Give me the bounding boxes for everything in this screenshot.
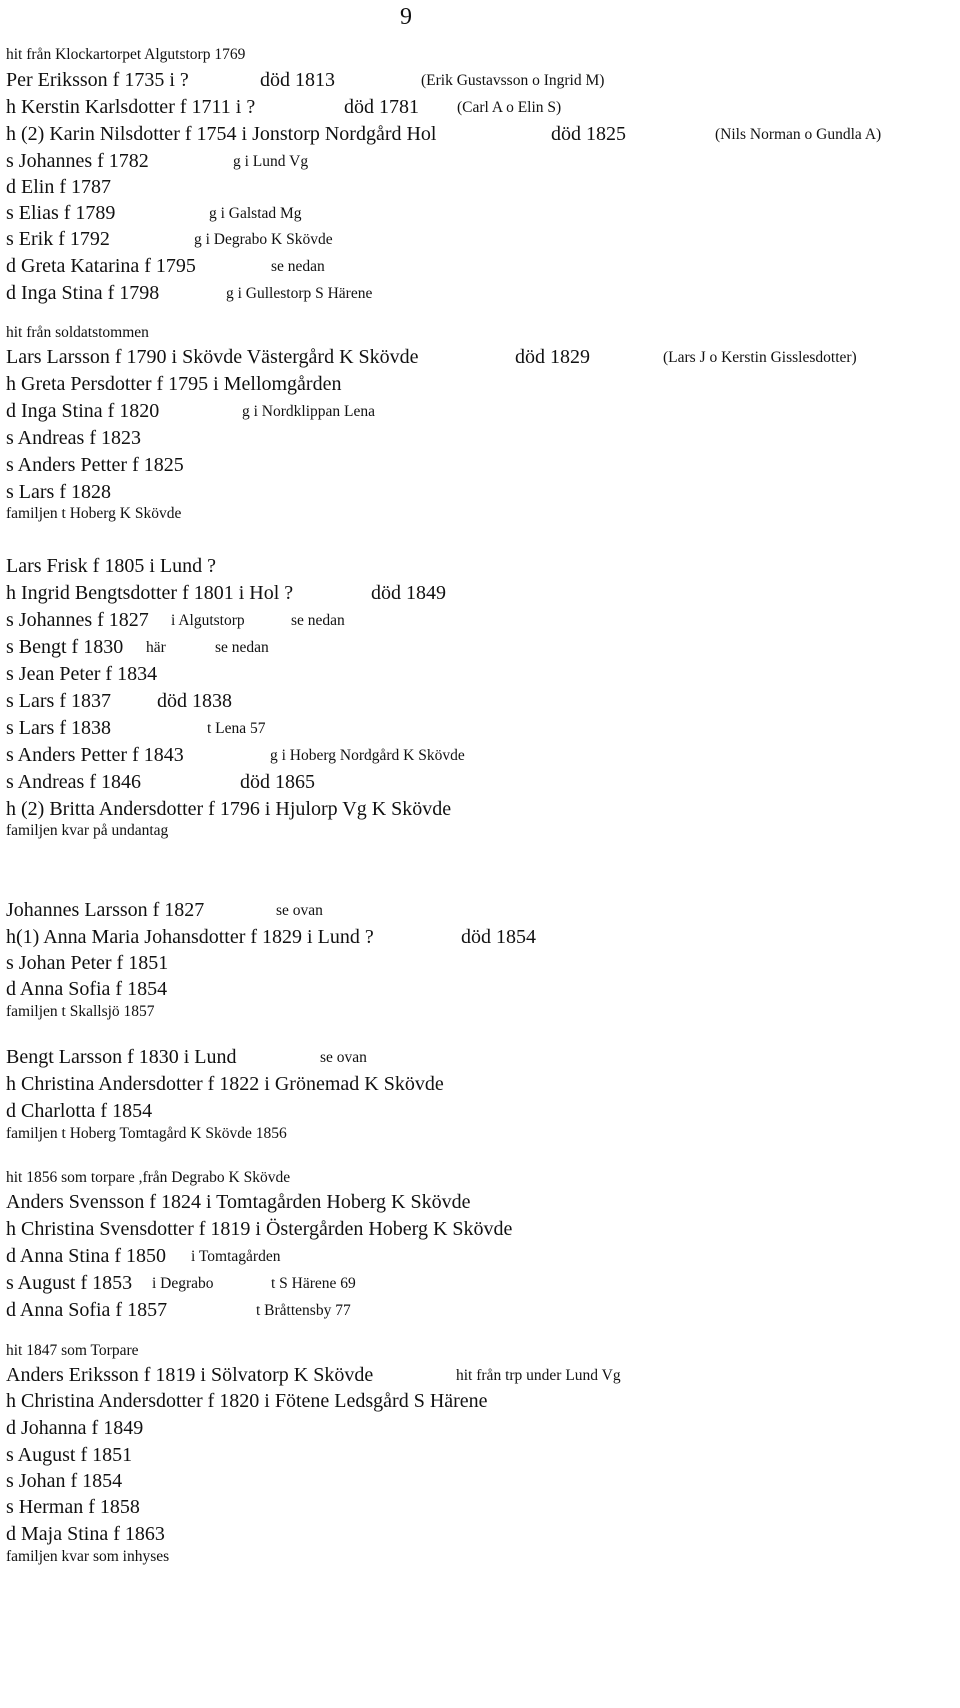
intro-note: hit 1847 som Torpare bbox=[6, 1342, 139, 1359]
person-entry: d Maja Stina f 1863 bbox=[6, 1523, 165, 1545]
parents-note: (Erik Gustavsson o Ingrid M) bbox=[421, 72, 605, 89]
person-entry: d Anna Sofia f 1854 bbox=[6, 978, 168, 1000]
death-note: död 1825 bbox=[551, 123, 626, 145]
person-entry: s Johan Peter f 1851 bbox=[6, 952, 169, 974]
person-entry: Lars Frisk f 1805 i Lund ? bbox=[6, 555, 216, 577]
person-entry: Johannes Larsson f 1827 bbox=[6, 899, 205, 921]
origin-note: hit från trp under Lund Vg bbox=[456, 1367, 621, 1384]
outro-note: familjen t Skallsjö 1857 bbox=[6, 1003, 155, 1020]
person-entry: d Inga Stina f 1820 bbox=[6, 400, 160, 422]
reference-note: se nedan bbox=[291, 612, 345, 629]
death-note: död 1813 bbox=[260, 69, 335, 91]
person-entry: Per Eriksson f 1735 i ? bbox=[6, 69, 189, 91]
marriage-note: g i Degrabo K Skövde bbox=[194, 231, 333, 248]
place-note: i Degrabo bbox=[152, 1275, 214, 1292]
person-entry: h (2) Britta Andersdotter f 1796 i Hjulorp Vg K Skövde bbox=[6, 798, 452, 820]
person-entry: h Kerstin Karlsdotter f 1711 i ? bbox=[6, 96, 256, 118]
person-entry: s Herman f 1858 bbox=[6, 1496, 140, 1518]
death-note: död 1838 bbox=[157, 690, 232, 712]
place-note: här bbox=[146, 639, 166, 656]
person-entry: s August f 1851 bbox=[6, 1444, 133, 1466]
marriage-note: g i Gullestorp S Härene bbox=[226, 285, 373, 302]
intro-note: hit från Klockartorpet Algutstorp 1769 bbox=[6, 46, 246, 63]
person-entry: s Lars f 1828 bbox=[6, 481, 111, 503]
death-note: död 1781 bbox=[344, 96, 419, 118]
marriage-note: g i Galstad Mg bbox=[209, 205, 302, 222]
death-note: död 1854 bbox=[461, 926, 536, 948]
outro-note: familjen kvar som inhyses bbox=[6, 1548, 170, 1565]
person-entry: s Erik f 1792 bbox=[6, 228, 110, 250]
person-entry: s August f 1853 bbox=[6, 1272, 133, 1294]
person-entry: d Johanna f 1849 bbox=[6, 1417, 144, 1439]
death-note: död 1849 bbox=[371, 582, 446, 604]
intro-note: hit 1856 som torpare ,från Degrabo K Skövde bbox=[6, 1169, 291, 1186]
death-note: död 1829 bbox=[515, 346, 590, 368]
marriage-note: g i Nordklippan Lena bbox=[242, 403, 376, 420]
person-entry: h Christina Andersdotter f 1820 i Fötene Ledsgård S Härene bbox=[6, 1390, 488, 1412]
person-entry: Lars Larsson f 1790 i Skövde Västergård K Skövde bbox=[6, 346, 419, 368]
person-entry: s Lars f 1837 bbox=[6, 690, 111, 712]
person-entry: s Johannes f 1827 bbox=[6, 609, 149, 631]
parents-note: (Nils Norman o Gundla A) bbox=[715, 126, 882, 143]
person-entry: s Lars f 1838 bbox=[6, 717, 111, 739]
death-note: död 1865 bbox=[240, 771, 315, 793]
person-entry: s Jean Peter f 1834 bbox=[6, 663, 158, 685]
page-number: 9 bbox=[400, 4, 412, 30]
person-entry: d Elin f 1787 bbox=[6, 176, 111, 198]
reference-note: se ovan bbox=[276, 902, 323, 919]
person-entry: s Johan f 1854 bbox=[6, 1470, 123, 1492]
person-entry: Bengt Larsson f 1830 i Lund bbox=[6, 1046, 237, 1068]
person-entry: s Anders Petter f 1825 bbox=[6, 454, 184, 476]
reference-note: se ovan bbox=[320, 1049, 367, 1066]
person-entry: s Elias f 1789 bbox=[6, 202, 116, 224]
intro-note: hit från soldatstommen bbox=[6, 324, 149, 341]
reference-note: se nedan bbox=[271, 258, 325, 275]
person-entry: h (2) Karin Nilsdotter f 1754 i Jonstorp Nordgård Hol bbox=[6, 123, 437, 145]
person-entry: d Inga Stina f 1798 bbox=[6, 282, 160, 304]
person-entry: d Greta Katarina f 1795 bbox=[6, 255, 196, 277]
person-entry: h Christina Svensdotter f 1819 i Östergården Hoberg K Skövde bbox=[6, 1218, 513, 1240]
move-note: t Bråttensby 77 bbox=[256, 1302, 351, 1319]
move-note: t Lena 57 bbox=[207, 720, 266, 737]
person-entry: h Greta Persdotter f 1795 i Mellomgården bbox=[6, 373, 342, 395]
reference-note: se nedan bbox=[215, 639, 269, 656]
person-entry: h(1) Anna Maria Johansdotter f 1829 i Lund ? bbox=[6, 926, 374, 948]
marriage-note: g i Lund Vg bbox=[233, 153, 309, 170]
person-entry: s Anders Petter f 1843 bbox=[6, 744, 184, 766]
person-entry: h Ingrid Bengtsdotter f 1801 i Hol ? bbox=[6, 582, 294, 604]
outro-note: familjen t Hoberg K Skövde bbox=[6, 505, 182, 522]
person-entry: s Andreas f 1823 bbox=[6, 427, 141, 449]
person-entry: s Bengt f 1830 bbox=[6, 636, 124, 658]
outro-note: familjen kvar på undantag bbox=[6, 822, 169, 839]
person-entry: h Christina Andersdotter f 1822 i Grönemad K Skövde bbox=[6, 1073, 444, 1095]
person-entry: Anders Svensson f 1824 i Tomtagården Hoberg K Skövde bbox=[6, 1191, 471, 1213]
place-note: i Algutstorp bbox=[171, 612, 245, 629]
place-note: i Tomtagården bbox=[191, 1248, 281, 1265]
person-entry: Anders Eriksson f 1819 i Sölvatorp K Skövde bbox=[6, 1364, 374, 1386]
person-entry: s Andreas f 1846 bbox=[6, 771, 141, 793]
parents-note: (Carl A o Elin S) bbox=[457, 99, 562, 116]
marriage-note: g i Hoberg Nordgård K Skövde bbox=[270, 747, 465, 764]
move-note: t S Härene 69 bbox=[271, 1275, 356, 1292]
person-entry: d Anna Stina f 1850 bbox=[6, 1245, 166, 1267]
person-entry: d Anna Sofia f 1857 bbox=[6, 1299, 168, 1321]
parents-note: (Lars J o Kerstin Gisslesdotter) bbox=[663, 349, 857, 366]
person-entry: s Johannes f 1782 bbox=[6, 150, 149, 172]
person-entry: d Charlotta f 1854 bbox=[6, 1100, 153, 1122]
outro-note: familjen t Hoberg Tomtagård K Skövde 1856 bbox=[6, 1125, 287, 1142]
